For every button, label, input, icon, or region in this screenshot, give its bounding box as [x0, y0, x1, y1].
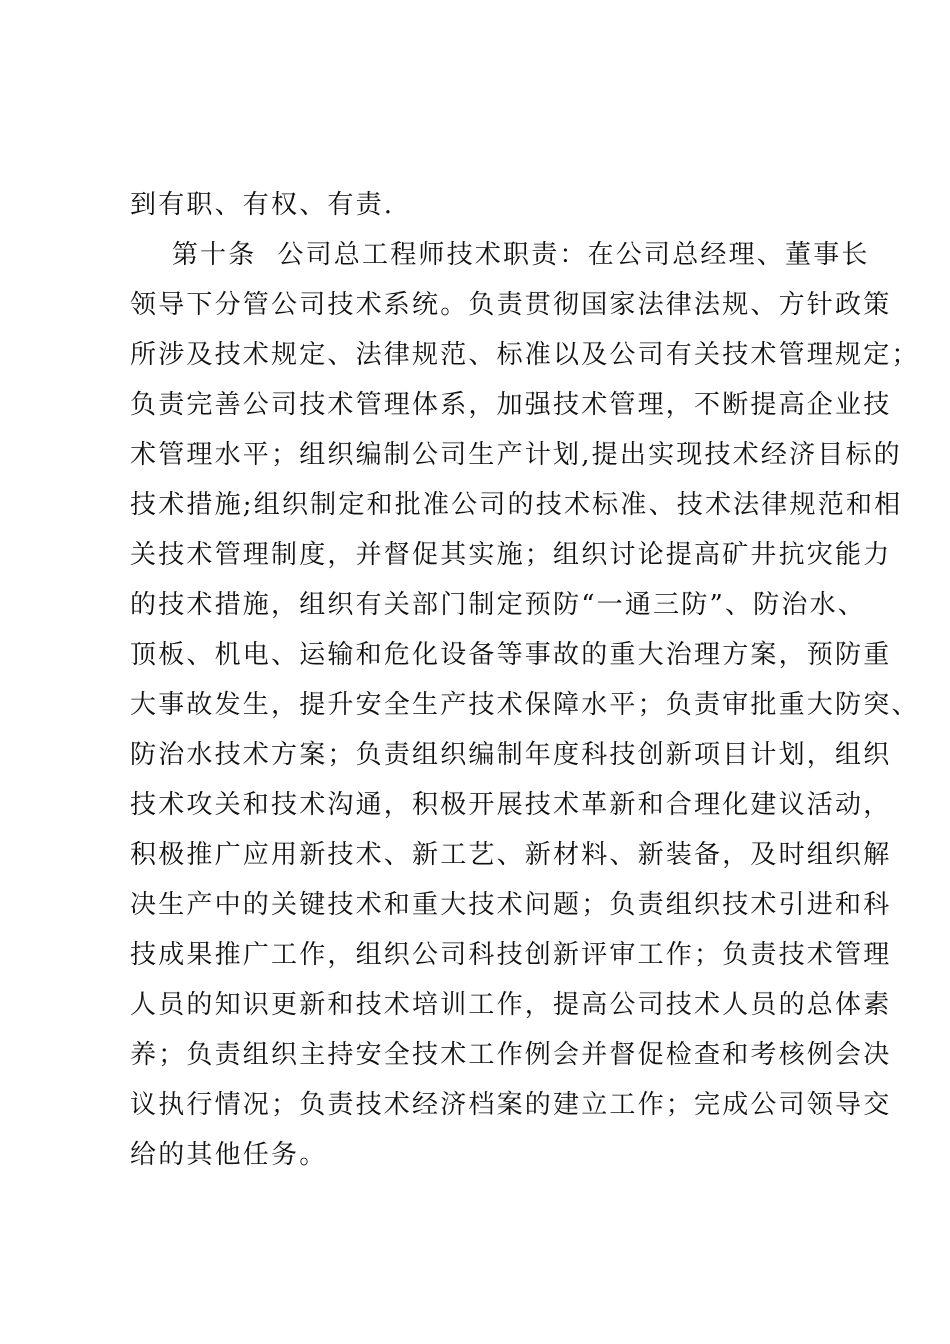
text-line: 术管理水平；组织编制公司生产计划,提出实现技术经济目标的 — [130, 440, 902, 470]
text-line: 技术措施;组织制定和批准公司的技术标准、技术法律规范和相 — [130, 490, 903, 520]
text-line: 负责完善公司技术管理体系，加强技术管理，不断提高企业技 — [130, 390, 892, 420]
text-line: 关技术管理制度，并督促其实施；组织讨论提高矿井抗灾能力 — [130, 540, 892, 570]
text-line: 技术攻关和技术沟通，积极开展技术革新和合理化建议活动， — [130, 790, 892, 820]
text-line: 养；负责组织主持安全技术工作例会并督促检查和考核例会决 — [130, 1040, 892, 1070]
text-line: 的技术措施，组织有关部门制定预防“一通三防”、防治水、 — [130, 590, 866, 620]
text-line: 到有职、有权、有责. — [130, 190, 395, 220]
text-line: 积极推广应用新技术、新工艺、新材料、新装备，及时组织解 — [130, 840, 892, 870]
text-line: 第十条 公司总工程师技术职责：在公司总经理、董事长 — [130, 240, 870, 270]
text-line: 决生产中的关键技术和重大技术问题；负责组织技术引进和科 — [130, 890, 892, 920]
text-line: 领导下分管公司技术系统。负责贯彻国家法律法规、方针政策 — [130, 290, 892, 320]
text-line: 防治水技术方案；负责组织编制年度科技创新项目计划，组织 — [130, 740, 892, 770]
text-line: 人员的知识更新和技术培训工作，提高公司技术人员的总体素 — [130, 990, 892, 1020]
text-line: 技成果推广工作，组织公司科技创新评审工作；负责技术管理 — [130, 940, 892, 970]
text-line: 给的其他任务。 — [130, 1140, 328, 1170]
text-line: 大事故发生，提升安全生产技术保障水平；负责审批重大防突、 — [130, 690, 920, 720]
text-line: 所涉及技术规定、法律规范、标准以及公司有关技术管理规定； — [130, 340, 920, 370]
text-line: 顶板、机电、运输和危化设备等事故的重大治理方案，预防重 — [130, 640, 892, 670]
text-line: 议执行情况；负责技术经济档案的建立工作；完成公司领导交 — [130, 1090, 892, 1120]
body-text — [130, 180, 920, 1180]
